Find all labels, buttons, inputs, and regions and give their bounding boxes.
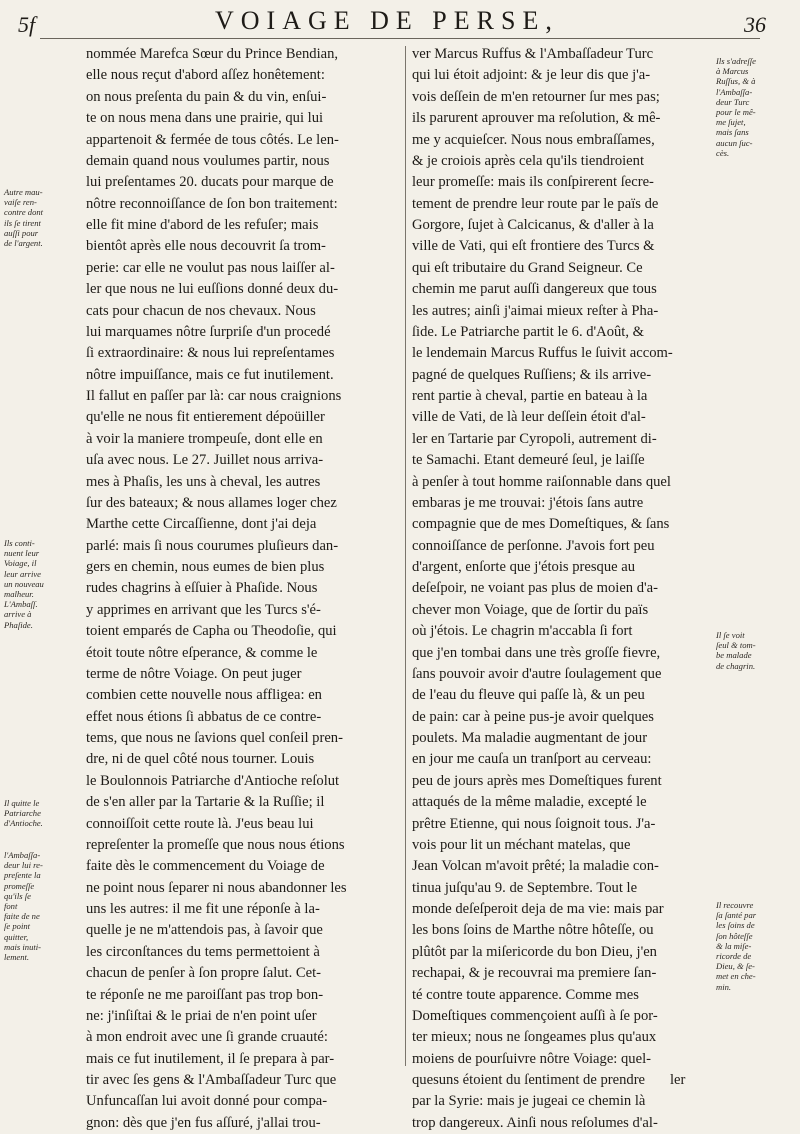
text-line: ne: j'inſiſtai & le priai de n'en point uſer	[86, 1007, 317, 1024]
margin-note-line: cès.	[716, 147, 730, 158]
text-line: où j'étois. Le chagrin m'accabla ſi fort	[412, 623, 633, 640]
text-line: Gorgore, ſujet à Calcicanus, & d'aller à la	[412, 217, 654, 233]
margin-note-right	[716, 56, 798, 158]
text-line: faite dès le commencement du Voiage de	[86, 858, 325, 875]
text-line: tir avec ſes gens & l'Ambaſſadeur Turc que	[86, 1072, 337, 1088]
text-line: qu'elle ne nous fit entierement dépoüiller	[86, 409, 325, 426]
text-line: quesuns étoient du ſentiment de prendre	[412, 1072, 646, 1088]
margin-note-line: met en che-	[716, 971, 756, 982]
margin-note-line: Autre mau-	[4, 187, 43, 197]
margin-note-line: L'Ambaſſ.	[4, 599, 38, 610]
margin-note-line: Voiage, il	[4, 558, 37, 569]
text-line: le lendemain Marcus Ruffus le ſuivit accom-	[412, 345, 673, 362]
text-line: terme de nôtre Voiage. On peut juger	[86, 665, 302, 682]
margin-note-line: Ils s'adreſſe	[716, 56, 756, 66]
text-line: elle fit mine d'abord de les refuſer; mais	[86, 217, 319, 233]
text-line: uns les autres: il me fit une réponſe à la-	[86, 901, 320, 917]
text-line: ils parurent aprouver ma reſolution, & mê-	[412, 110, 661, 127]
margin-note-right	[716, 900, 798, 992]
left-text-column	[86, 44, 403, 1134]
margin-note-line: mais ſans	[716, 127, 749, 138]
margin-note-line: faite de ne	[4, 911, 40, 922]
text-line: chever mon Voiage, que de ſortir du païs	[412, 601, 649, 618]
text-line: de s'en aller par la Tartarie & la Ruſſie; il	[86, 794, 325, 811]
margin-note-line: font	[4, 901, 18, 912]
text-line: en jour me cauſa un tranſport au cerveau:	[412, 751, 652, 768]
text-line: Jean Volcan m'avoit prêté; la maladie con-	[412, 858, 659, 875]
text-line: nommée Marefca Sœur du Prince Bendian,	[86, 46, 339, 62]
text-line: connoiſſoit cette route là. J'eus beau lui	[86, 815, 314, 832]
text-line: me y acquieſcer. Nous nous embraſſames,	[412, 131, 655, 148]
text-line: chemin me parut auſſi dangereux que tous	[412, 281, 657, 298]
text-line: ville de Vati, de là leur deſſein étoit d'al-	[412, 409, 646, 426]
margin-note-left	[4, 187, 84, 248]
margin-note-line: ricorde de	[716, 951, 752, 962]
text-line: Marthe cette Circaſſienne, dont j'ai deja	[86, 516, 317, 533]
margin-note-line: un nouveau	[4, 578, 44, 589]
text-line: elle nous reçut d'abord aſſez honêtement:	[86, 67, 325, 84]
margin-note-line: ils ſe tirent	[4, 217, 41, 228]
margin-note-line: ſa ſanté par	[716, 910, 757, 921]
text-line: vois deſſein de m'en retourner ſur mes pas;	[412, 88, 660, 105]
text-line: gnon: dès que j'en fus aſſuré, j'allai trou-	[86, 1114, 321, 1131]
text-line: lui preſentames 20. ducats pour marque de	[86, 174, 334, 191]
folio-left: 5f	[18, 12, 36, 37]
right-text-column	[412, 44, 714, 1134]
margin-note-line: auſſi pour	[4, 227, 39, 238]
margin-note-line: Dieu, & ſe-	[716, 961, 755, 972]
margin-note-line: ſeul & tom-	[716, 640, 756, 651]
text-line: de pain: car à peine pus-je avoir quelques	[412, 708, 654, 725]
text-line: rent partie à cheval, partie en bateau à la	[412, 388, 648, 404]
margin-note-left	[4, 538, 84, 630]
margin-note-line: ſe point	[4, 921, 31, 932]
text-line: les circonſtances du tems permettoient à	[86, 943, 320, 960]
text-line: trop dangereux. Ainſi nous reſolumes d'al-	[412, 1114, 658, 1131]
text-line: tems, que nous ne ſavions quel conſeil pren-	[86, 730, 343, 746]
margin-note-line: min.	[716, 981, 732, 992]
text-line: chacun de penſer à ſon propre ſalut. Cet-	[86, 965, 322, 982]
margin-note-line: Il quitte le	[4, 798, 40, 808]
text-line: poulets. Ma maladie augmentant de jour	[412, 730, 648, 746]
text-line: dre, ni de quel côté nous tourner. Louis	[86, 751, 315, 768]
text-line: moiens de pourſuivre nôtre Voiage: quel-	[412, 1050, 651, 1067]
margin-note-line: promeſſe	[4, 880, 35, 891]
margin-note-line: d'Antioche.	[4, 818, 43, 829]
text-line: à voir la maniere trompeuſe, dont elle en	[86, 430, 323, 447]
text-line: connoiſſance de perſonne. J'avois fort peu	[412, 537, 655, 554]
text-line: mais ce fut inutilement, il ſe prepara à par-	[86, 1050, 335, 1067]
running-title: VOIAGE DE PERSE,	[215, 6, 559, 35]
header-rule	[40, 38, 760, 39]
text-line: effet nous étions ſi abbatus de ce contre-	[86, 708, 322, 725]
catchword: ler	[670, 1072, 686, 1088]
text-line: rudes chagrins à eſſuier à Phaſide. Nous	[86, 580, 318, 597]
margin-note-line: l'Ambaſſa-	[4, 850, 41, 860]
text-line: le Boulonnois Patriarche d'Antioche reſolut	[86, 772, 340, 789]
margin-note-line: me ſujet,	[716, 117, 746, 128]
margin-note-line: deur Turc	[716, 96, 750, 107]
text-line: de l'eau du fleuve qui paſſe là, & un peu	[412, 687, 645, 704]
margin-note-line: à Marcus	[716, 66, 749, 77]
margin-note-line: Patriarche	[4, 808, 41, 819]
text-line: par la Syrie: mais je jugeai ce chemin là	[412, 1093, 646, 1110]
text-line: té contre toute apparence. Comme mes	[412, 986, 639, 1003]
text-line: demain quand nous voulumes partir, nous	[86, 152, 330, 169]
margin-note-left	[4, 798, 84, 829]
page-number: 36	[744, 12, 766, 37]
text-line: mes à Phaſis, les uns à cheval, les autres	[86, 473, 321, 490]
margin-note-line: quitter,	[4, 931, 29, 942]
margin-note-line: Ils conti-	[4, 538, 35, 548]
margin-note-line: Il recouvre	[716, 900, 754, 910]
text-line: tement de prendre leur route par le païs de	[412, 195, 659, 212]
margin-note-line: & la miſe-	[716, 940, 752, 951]
text-line: que j'en tombai dans une très groſſe fievre,	[412, 644, 661, 661]
text-line: cats pour chacun de nos chevaux. Nous	[86, 302, 316, 319]
margin-note-line: de l'argent.	[4, 238, 43, 249]
margin-note-line: preſente la	[4, 870, 41, 881]
text-line: y apprimes en arrivant que les Turcs s'é-	[86, 601, 321, 618]
text-line: embaras je me trouvai: j'étois ſans autre	[412, 494, 644, 511]
text-line: ler que nous ne lui euſſions donné deux du-	[86, 281, 339, 298]
margin-note-line: be malade	[716, 650, 752, 661]
margin-note-line: lement.	[4, 952, 30, 963]
text-line: les bons ſoins de Marthe nôtre hôteſſe, ou	[412, 922, 654, 939]
text-line: tinua juſqu'au 9. de Septembre. Tout le	[412, 879, 638, 896]
text-line: leur promeſſe: mais ils conſpirerent ſecre-	[412, 174, 654, 191]
text-line: compagnie que de mes Domeſtiques, & ſans	[412, 516, 670, 533]
text-line: parlé: mais ſi nous courumes pluſieurs dan-	[86, 537, 339, 554]
text-line: te Samachi. Etant demeuré ſeul, je laiſſe	[412, 452, 645, 469]
text-line: te réponſe ne me paroiſſant pas trop bon-	[86, 986, 324, 1003]
text-line: ſur des bateaux; & nous allames loger chez	[86, 494, 337, 511]
margin-note-line: Ruſſus, & à	[716, 76, 756, 87]
text-line: Il fallut en paſſer par là: car nous craignions	[86, 388, 342, 404]
text-line: deſeſpoir, ne voiant pas plus de moien d'a-	[412, 580, 659, 597]
text-line: perie: car elle ne voulut pas nous laiſſer al-	[86, 259, 335, 276]
margin-note-line: de chagrin.	[716, 660, 756, 671]
text-line: gers en chemin, nous eumes de bien plus	[86, 559, 325, 575]
text-line: combien cette nouvelle nous affligea: en	[86, 687, 322, 704]
text-line: pagné de quelques Ruſſiens; & ils arrive-	[412, 366, 652, 383]
text-line: ver Marcus Ruffus & l'Ambaſſadeur Turc	[412, 46, 654, 62]
text-line: toient emparés de Capha ou Theodoſie, qui	[86, 623, 337, 640]
text-line: quelle je ne m'attendois pas, à ſavoir que	[86, 922, 323, 939]
text-line: nôtre reconnoiſſance de ſon bon traitement:	[86, 195, 338, 212]
text-line: ler en Tartarie par Cyropoli, autrement di-	[412, 430, 657, 447]
margin-note-line: arrive à	[4, 609, 32, 620]
text-line: prêtre Etienne, qui nous ſoignoit tous. J'a-	[412, 815, 656, 832]
text-line: rechapai, & je recouvrai ma premiere ſan-	[412, 965, 657, 982]
text-line: lui marquames nôtre ſurpriſe d'un procedé	[86, 323, 331, 340]
text-line: peu de jours après mes Domeſtiques furent	[412, 772, 662, 789]
text-line: repreſenter la promeſſe que nous nous étions	[86, 836, 345, 853]
margin-note-line: aucun ſuc-	[716, 137, 753, 148]
margin-note-line: qu'ils ſe	[4, 890, 31, 901]
margin-note-line: leur arrive	[4, 568, 41, 579]
text-line: qui lui étoit adjoint: & je leur dis que j'a-	[412, 67, 651, 84]
margin-note-line: Il ſe voit	[716, 630, 745, 640]
margin-note-line: ſon hôteſſe	[716, 930, 753, 941]
text-line: on nous preſenta du pain & du vin, enſui-	[86, 88, 327, 105]
text-line: les autres; ainſi j'aimai mieux reſter à Pha-	[412, 302, 659, 319]
margin-note-line: contre dont	[4, 207, 44, 218]
margin-note-line: pour le mê-	[716, 107, 756, 118]
text-line: bientôt après elle nous decouvrit ſa trom-	[86, 238, 326, 255]
margin-note-line: mais inuti-	[4, 941, 42, 952]
text-line: à penſer à tout homme raiſonnable dans quel	[412, 473, 671, 490]
text-line: vois pour lit un méchant matelas, que	[412, 836, 631, 853]
margin-note-line: Phaſide.	[4, 619, 33, 630]
margin-note-line: les ſoins de	[716, 920, 755, 931]
text-line: ſide. Le Patriarche partit le 6. d'Août, &	[412, 323, 645, 340]
text-line: ville de Vati, qui eſt frontiere des Turcs &	[412, 238, 655, 255]
text-line: ſi extraordinaire: & nous lui repreſentames	[86, 345, 335, 362]
text-line: appartenoit & fermée de tous côtés. Le len-	[86, 131, 339, 148]
column-divider	[405, 46, 406, 1066]
text-line: & je croiois après cela qu'ils tiendroient	[412, 152, 645, 169]
text-line: monde deſeſperoit deja de ma vie: mais par	[412, 901, 664, 917]
text-line: ſans pouvoir avoir d'autre ſoulagement que	[412, 665, 662, 682]
text-line: à mon endroit avec une ſi grande cruauté:	[86, 1029, 328, 1046]
margin-note-line: malheur.	[4, 589, 34, 600]
text-line: étoit toute nôtre eſperance, & comme le	[86, 644, 318, 661]
text-line: ter mieux; nous ne ſongeames plus qu'aux	[412, 1029, 657, 1046]
text-line: ne point nous ſeparer ni nous abandonner les	[86, 879, 347, 896]
margin-note-line: l'Ambaſſa-	[716, 86, 753, 97]
text-line: nôtre impuiſſance, mais ce fut inutilement.	[86, 366, 334, 383]
text-line: qui eſt tributaire du Grand Seigneur. Ce	[412, 259, 643, 276]
text-line: Unfuncaſſan lui avoit donné pour compa-	[86, 1093, 328, 1110]
margin-note-line: nuent leur	[4, 548, 40, 559]
text-line: attaqués de la même maladie, excepté le	[412, 794, 647, 811]
text-line: te on nous mena dans une prairie, qui lui	[86, 110, 324, 127]
margin-note-left	[4, 850, 84, 962]
text-line: Domeſtiques commençoient auſſi à ſe por-	[412, 1007, 658, 1024]
margin-note-line: deur lui re-	[4, 860, 43, 871]
margin-note-line: vaiſe ren-	[4, 197, 37, 208]
text-line: uſa avec nous. Le 27. Juillet nous arriva-	[86, 452, 324, 469]
text-line: plûtôt par la miſericorde du bon Dieu, j'en	[412, 943, 657, 960]
margin-note-right	[716, 630, 798, 671]
text-line: d'argent, enſorte que j'étois presque au	[412, 559, 636, 575]
